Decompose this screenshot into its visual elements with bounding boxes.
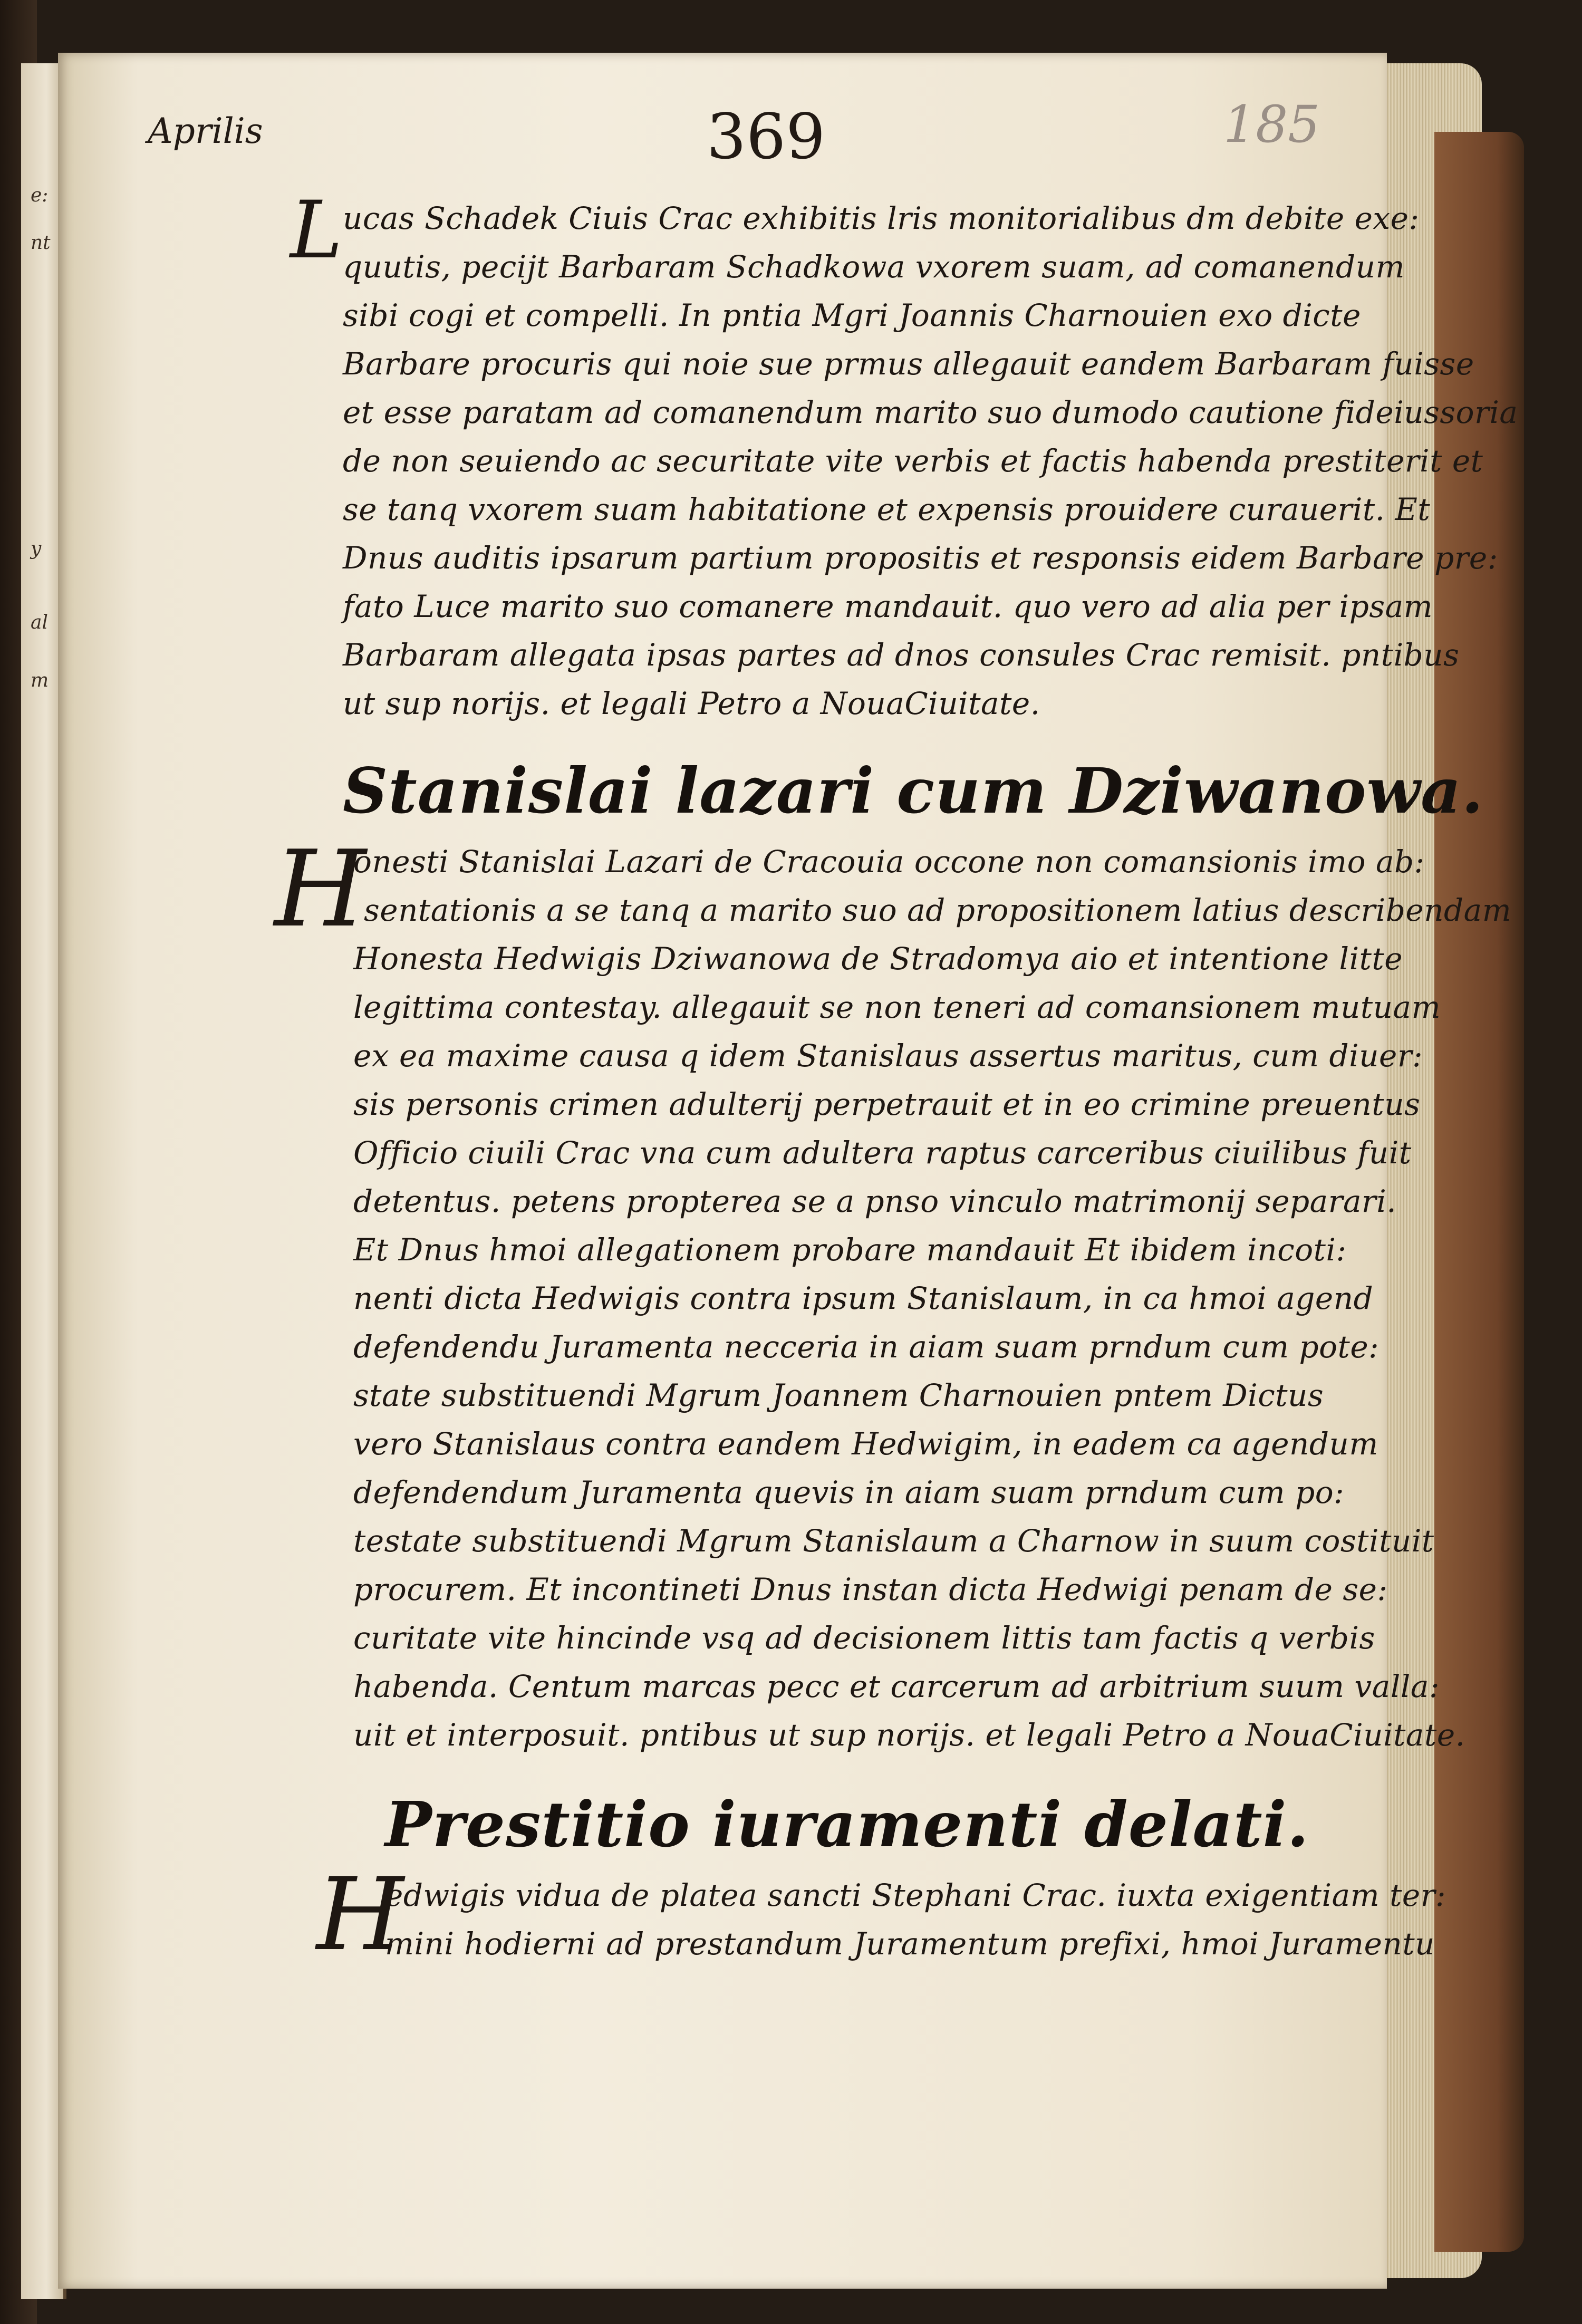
- text-line: habenda. Centum marcas pecc et carcerum ad arbitrium suum valla:: [353, 1669, 1440, 1704]
- text-line: sentationis a se tanq a marito suo ad propositionem latius describendam: [364, 892, 1512, 928]
- text-line: testate substituendi Mgrum Stanislaum a Charnow in suum costituit: [353, 1523, 1434, 1559]
- text-line: sis personis crimen adulterij perpetrauit et in eo crimine preuentus: [353, 1086, 1421, 1122]
- text-line: nenti dicta Hedwigis contra ipsum Stanislaum, in ca hmoi agend: [353, 1280, 1374, 1316]
- left-margin-fragment: al: [31, 612, 48, 633]
- drop-initial: H: [274, 828, 366, 951]
- text-line: vero Stanislaus contra eandem Hedwigim, in eadem ca agendum: [353, 1426, 1378, 1462]
- text-line: onesti Stanislai Lazari de Cracouia occone non comansionis imo ab:: [353, 844, 1425, 880]
- left-margin-fragment: nt: [31, 232, 51, 254]
- drop-initial: H: [316, 1856, 404, 1973]
- text-line: Barbare procuris qui noie sue prmus allegauit eandem Barbaram fuisse: [343, 346, 1474, 382]
- text-line: Honesta Hedwigis Dziwanowa de Stradomya aio et intentione litte: [353, 941, 1403, 977]
- text-line: detentus. petens propterea se a pnso vinculo matrimonij separari.: [353, 1183, 1397, 1219]
- text-line: ucas Schadek Ciuis Crac exhibitis lris monitorialibus dm debite exe:: [343, 200, 1420, 236]
- text-line: procurem. Et incontineti Dnus instan dicta Hedwigi penam de se:: [353, 1571, 1388, 1607]
- text-line: de non seuiendo ac securitate vite verbis et factis habenda prestiterit et: [343, 443, 1483, 479]
- text-line: defendendu Juramenta necceria in aiam suam prndum cum pote:: [353, 1329, 1380, 1365]
- text-line: mini hodierni ad prestandum Juramentum prefixi, hmoi Juramentu: [385, 1926, 1435, 1962]
- text-line: Dnus auditis ipsarum partium propositis et responsis eidem Barbare pre:: [343, 540, 1498, 576]
- text-line: ex ea maxime causa q idem Stanislaus assertus maritus, cum diuer:: [353, 1038, 1423, 1074]
- section-heading: Prestitio iuramenti delati.: [385, 1788, 1309, 1861]
- left-margin-fragment: e:: [31, 185, 49, 206]
- text-line: Officio ciuili Crac vna cum adultera raptus carceribus ciuilibus fuit: [353, 1135, 1412, 1171]
- text-line: fato Luce marito suo comanere mandauit. quo vero ad alia per ipsam: [343, 589, 1433, 624]
- folio-number-pencil: 185: [1223, 95, 1320, 154]
- text-line: defendendum Juramenta quevis in aiam suam prndum cum po:: [353, 1474, 1345, 1510]
- manuscript-page: [58, 53, 1518, 2289]
- left-margin-fragment: y: [31, 538, 42, 560]
- text-line: se tanq vxorem suam habitatione et expensis prouidere curauerit. Et: [343, 491, 1431, 527]
- text-line: quutis, pecijt Barbaram Schadkowa vxorem suam, ad comanendum: [343, 249, 1405, 285]
- text-line: Et Dnus hmoi allegationem probare mandauit Et ibidem incoti:: [353, 1232, 1347, 1268]
- text-line: curitate vite hincinde vsq ad decisionem littis tam factis q verbis: [353, 1620, 1375, 1656]
- left-margin-fragment: m: [31, 670, 49, 691]
- text-line: uit et interposuit. pntibus ut sup norijs. et legali Petro a NouaCiuitate.: [353, 1717, 1465, 1753]
- text-line: state substituendi Mgrum Joannem Charnouien pntem Dictus: [353, 1377, 1324, 1413]
- drop-initial: L: [290, 185, 343, 276]
- text-line: Barbaram allegata ipsas partes ad dnos consules Crac remisit. pntibus: [343, 637, 1460, 673]
- text-line: sibi cogi et compelli. In pntia Mgri Joannis Charnouien exo dicte: [343, 297, 1361, 333]
- section-heading: Stanislai lazari cum Dziwanowa.: [343, 754, 1484, 827]
- text-line: ut sup norijs. et legali Petro a NouaCiuitate.: [343, 686, 1040, 721]
- folio-number: 369: [707, 100, 826, 173]
- text-line: legittima contestay. allegauit se non teneri ad comansionem mutuam: [353, 989, 1441, 1025]
- text-line: edwigis vidua de platea sancti Stephani Crac. iuxta exigentiam ter:: [385, 1877, 1446, 1913]
- header-month: Aprilis: [148, 111, 263, 151]
- text-line: et esse paratam ad comanendum marito suo dumodo cautione fideiussoria: [343, 394, 1518, 430]
